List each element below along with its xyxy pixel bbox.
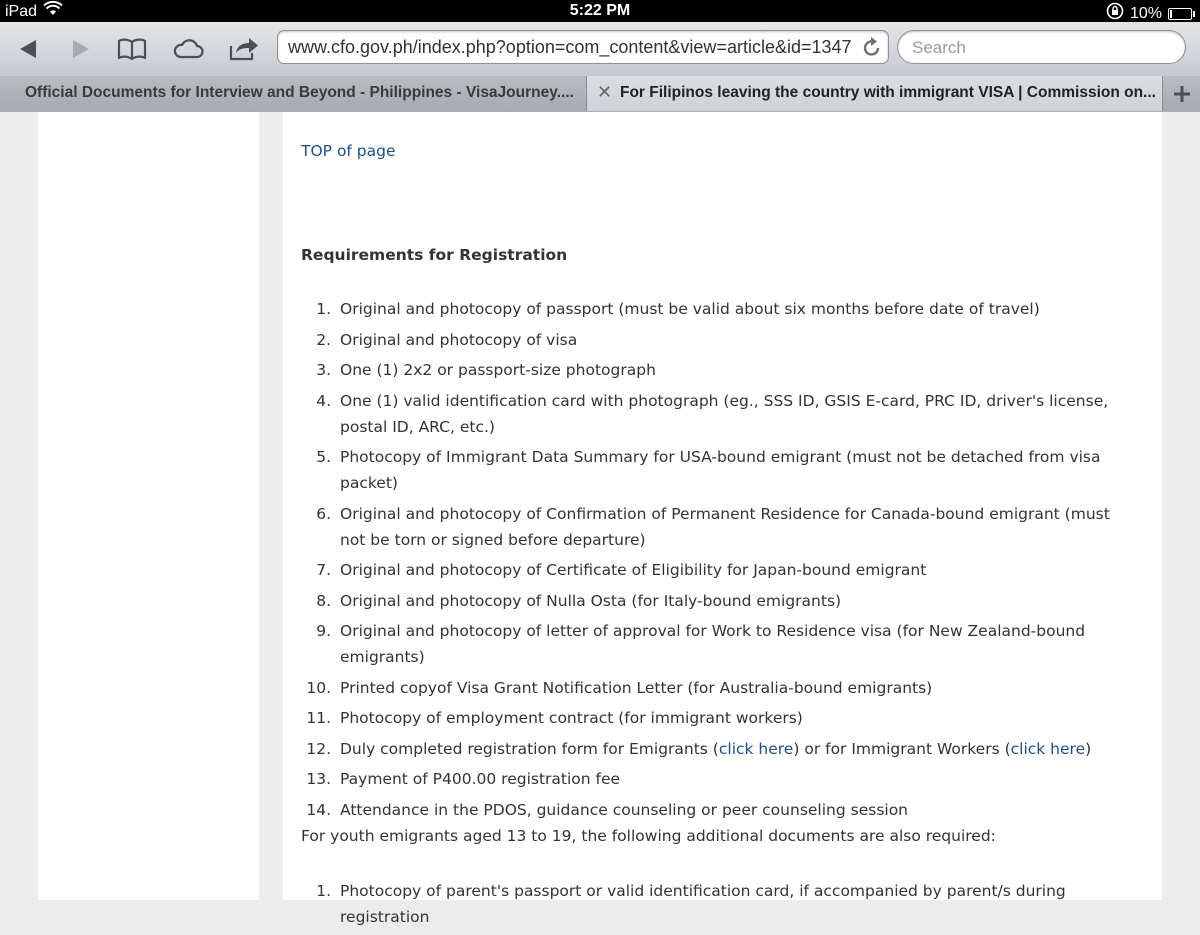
device-name: iPad [5, 2, 38, 20]
back-button[interactable] [12, 34, 44, 64]
close-tab-icon[interactable]: ✕ [597, 82, 613, 102]
share-button[interactable] [228, 34, 260, 64]
list-item: 11. Photocopy of employment contract (for immigrant workers) [306, 709, 803, 727]
list-item: 9. Original and photocopy of letter of approval for Work to Residence visa (for New Zealand-bound emigrants) [316, 622, 1086, 666]
cloud-icon [171, 37, 205, 61]
battery-icon [1168, 8, 1192, 20]
list-item: 6. Original and photocopy of Confirmation of Permanent Residence for Canada-bound emigrant (must not be torn or signed before departure) [316, 504, 1110, 549]
list-item: 13. Payment of P400.00 registration fee [306, 770, 621, 788]
requirements-heading: Requirements for Registration [301, 246, 568, 264]
list-item: 14. Attendance in the PDOS, guidance counseling or peer counseling session [306, 800, 909, 819]
list-item: 2. Original and photocopy of visa [316, 330, 578, 349]
tab-visajourney[interactable] [0, 76, 587, 111]
back-arrow-icon [16, 37, 40, 61]
immigrant-workers-form-link[interactable]: click here [1010, 739, 1086, 758]
reload-icon[interactable] [862, 36, 882, 62]
plus-icon [1173, 85, 1191, 103]
search-field[interactable] [897, 30, 1186, 64]
battery-level [1170, 10, 1172, 18]
list-item: 10. Printed copyof Visa Grant Notification Letter (for Australia-bound emigrants) [306, 678, 933, 697]
list-item: 7. Original and photocopy of Certificate of Eligibility for Japan-bound emigrant [316, 561, 927, 579]
browser-toolbar [0, 22, 1200, 77]
book-icon [116, 37, 148, 61]
list-item: 12. Duly completed registration form for Emigrants (click here) or for Immigrant Workers (click here) [306, 739, 1092, 758]
list-item: 1. Photocopy of parent's passport or valid identification card, if accompanied by parent/s during registration [316, 882, 1066, 926]
tab-title: For Filipinos leaving the country with immigrant VISA | Commission on... [620, 84, 1156, 101]
forward-arrow-icon [69, 37, 93, 61]
search-input[interactable] [910, 37, 1174, 59]
web-page[interactable] [0, 112, 1200, 926]
address-bar[interactable] [277, 30, 889, 64]
list-item: 3. One (1) 2x2 or passport-size photograph [316, 361, 656, 379]
list-item: 4. One (1) valid identification card with photograph (eg., SSS ID, GSIS E-card, PRC ID, driver's license, postal ID, ARC, etc.) [316, 391, 1109, 436]
list-item: 8. Original and photocopy of Nulla Osta (for Italy-bound emigrants) [316, 591, 842, 610]
tab-bar [0, 76, 1200, 113]
bookmarks-button[interactable] [116, 34, 148, 64]
requirements-list [301, 296, 1121, 827]
emigrants-form-link[interactable]: click here [718, 739, 794, 758]
status-bar [0, 0, 1200, 22]
icloud-tabs-button[interactable] [172, 34, 204, 64]
article-body [283, 112, 1162, 926]
new-tab-button[interactable] [1163, 76, 1200, 111]
clock: 5:22 PM [569, 2, 631, 19]
share-icon [228, 36, 260, 62]
youth-requirements-list [301, 878, 1121, 935]
url-text[interactable]: www.cfo.gov.ph/index.php?option=com_content&view=article&id=1347 [288, 37, 852, 57]
top-of-page-link[interactable]: TOP of page [301, 142, 396, 160]
tab-title: Official Documents for Interview and Beyond - Philippines - VisaJourney.... [25, 84, 574, 101]
list-item: 1. Original and photocopy of passport (must be valid about six months before date of travel) [316, 300, 1040, 318]
list-item: 5. Photocopy of Immigrant Data Summary for USA-bound emigrant (must not be detached from visa packet) [316, 448, 1101, 492]
tab-cfo[interactable] [587, 76, 1163, 111]
youth-requirements-intro: For youth emigrants aged 13 to 19, the following additional documents are also required: [301, 827, 996, 845]
battery-percent: 10% [1129, 4, 1162, 22]
left-sidebar [38, 112, 259, 900]
forward-button[interactable] [65, 34, 97, 64]
